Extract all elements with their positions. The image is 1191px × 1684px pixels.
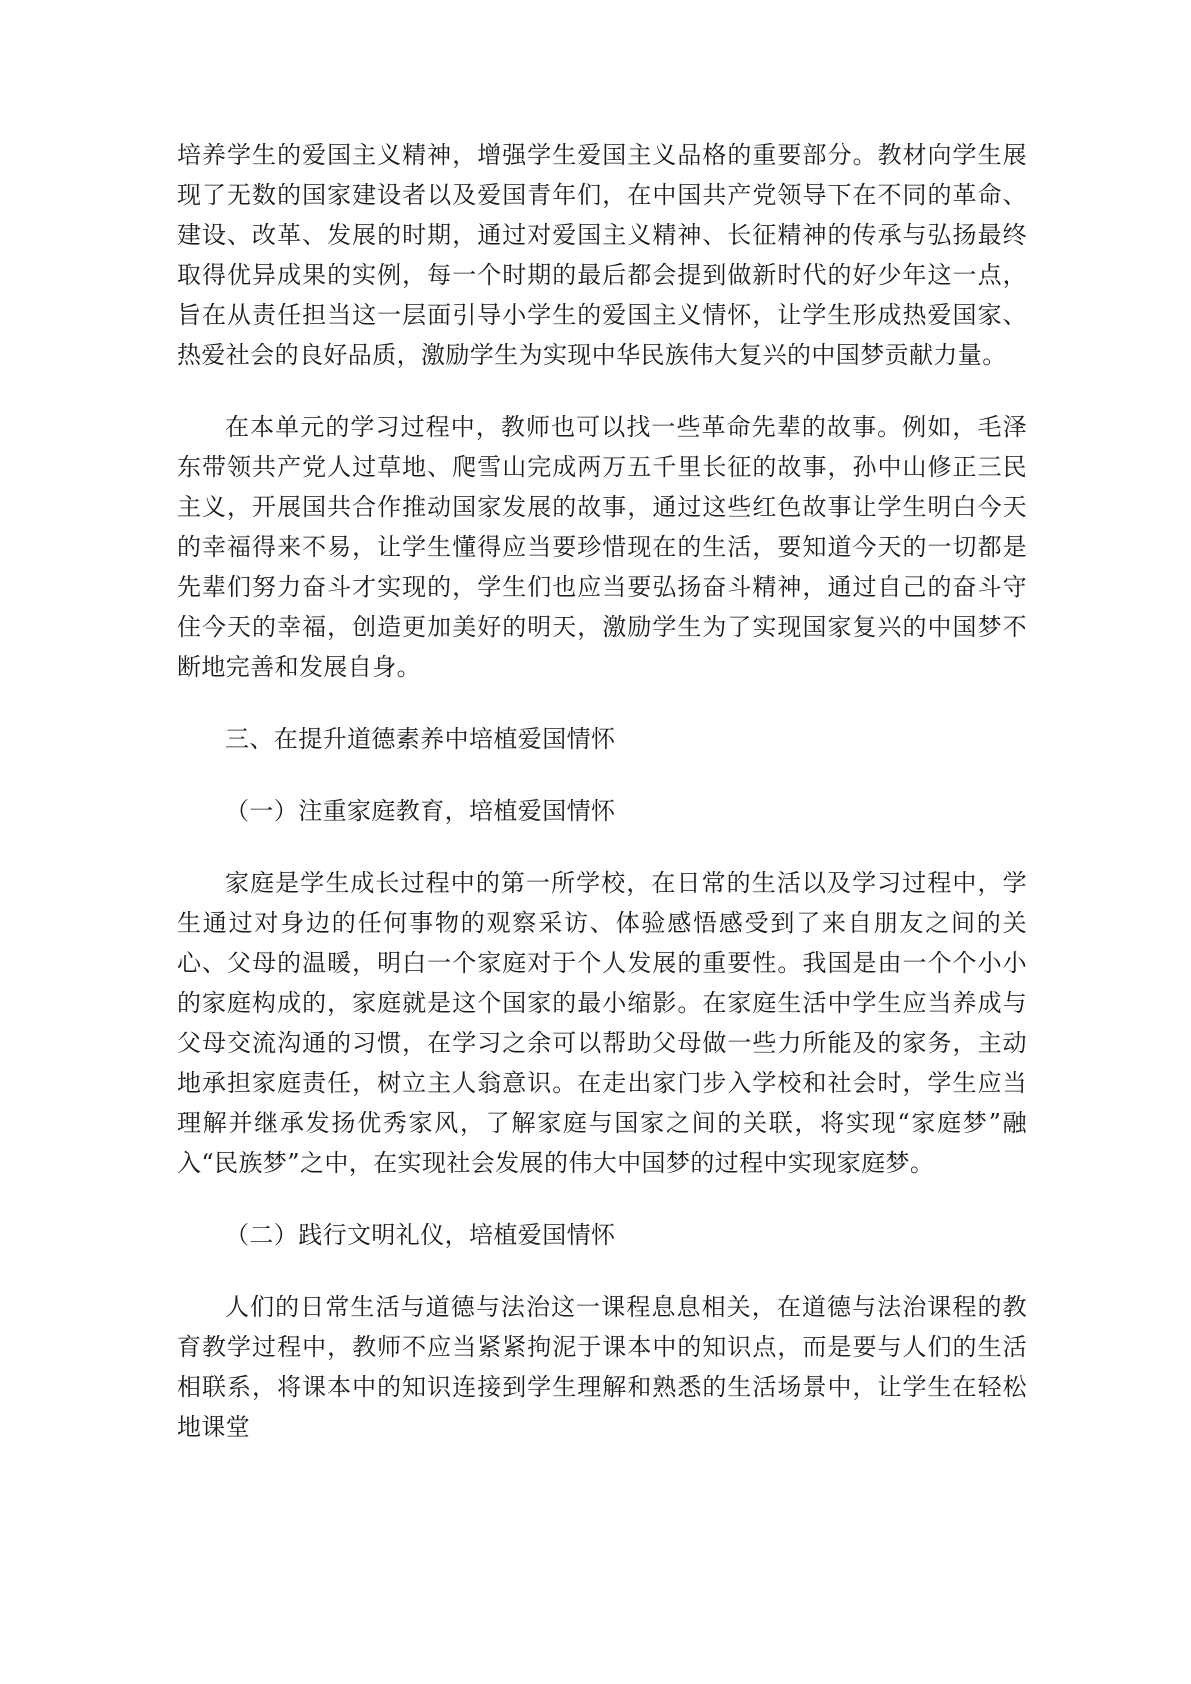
paragraph-family-education: 家庭是学生成长过程中的第一所学校，在日常的生活以及学习过程中，学生通过对身边的任何事物的观察采访、体验感悟感受到了来自朋友之间的关心、父母的温暖，明白一个家庭对于个人发展的重要性。我国是由一个个小小的家庭构成的，家庭就是这个国家的最小缩影。在家庭生活中学生应当养成与父母交流沟通的习惯，在学习之余可以帮助父母做一些力所能及的家务，主动地承担家庭责任，树立主人翁意识。在走出家门步入学校和社会时，学生应当理解并继承发扬优秀家风，了解家庭与国家之间的关联，将实现“家庭梦”融入“民族梦”之中，在实现社会发展的伟大中国梦的过程中实现家庭梦。: [177, 869, 1027, 1177]
section-heading: 三、在提升道德素养中培植爱国情怀: [225, 725, 616, 753]
paragraph-continued: 培养学生的爱国主义精神，增强学生爱国主义品格的重要部分。教材向学生展现了无数的国家建设者以及爱国青年们，在中国共产党领导下在不同的革命、建设、改革、发展的时期，通过对爱国主义精神、长征精神的传承与弘扬最终取得优异成果的实例，每一个时期的最后都会提到做新时代的好少年这一点，旨在从责任担当这一层面引导小学生的爱国主义情怀，让学生形成热爱国家、热爱社会的良好品质，激励学生为实现中华民族伟大复兴的中国梦贡献力量。: [177, 141, 1027, 369]
subsection-2-heading: （二）践行文明礼仪，培植爱国情怀: [225, 1221, 616, 1249]
document-body: [177, 135, 1027, 1479]
paragraph-revolutionary-stories: 在本单元的学习过程中，教师也可以找一些革命先辈的故事。例如，毛泽东带领共产党人过草地、爬雪山完成两万五千里长征的故事，孙中山修正三民主义，开展国共合作推动国家发展的故事，通过这些红色故事让学生明白今天的幸福得来不易，让学生懂得应当要珍惜现在的生活，要知道今天的一切都是先辈们努力奋斗才实现的，学生们也应当要弘扬奋斗精神，通过自己的奋斗守住今天的幸福，创造更加美好的明天，激励学生为了实现国家复兴的中国梦不断地完善和发展自身。: [177, 413, 1027, 681]
paragraph-civility-etiquette: 人们的日常生活与道德与法治这一课程息息相关，在道德与法治课程的教育教学过程中，教师不应当紧紧拘泥于课本中的知识点，而是要与人们的生活相联系，将课本中的知识连接到学生理解和熟悉的生活场景中，让学生在轻松地课堂: [177, 1293, 1027, 1441]
subsection-1-heading: （一）注重家庭教育，培植爱国情怀: [225, 797, 616, 825]
